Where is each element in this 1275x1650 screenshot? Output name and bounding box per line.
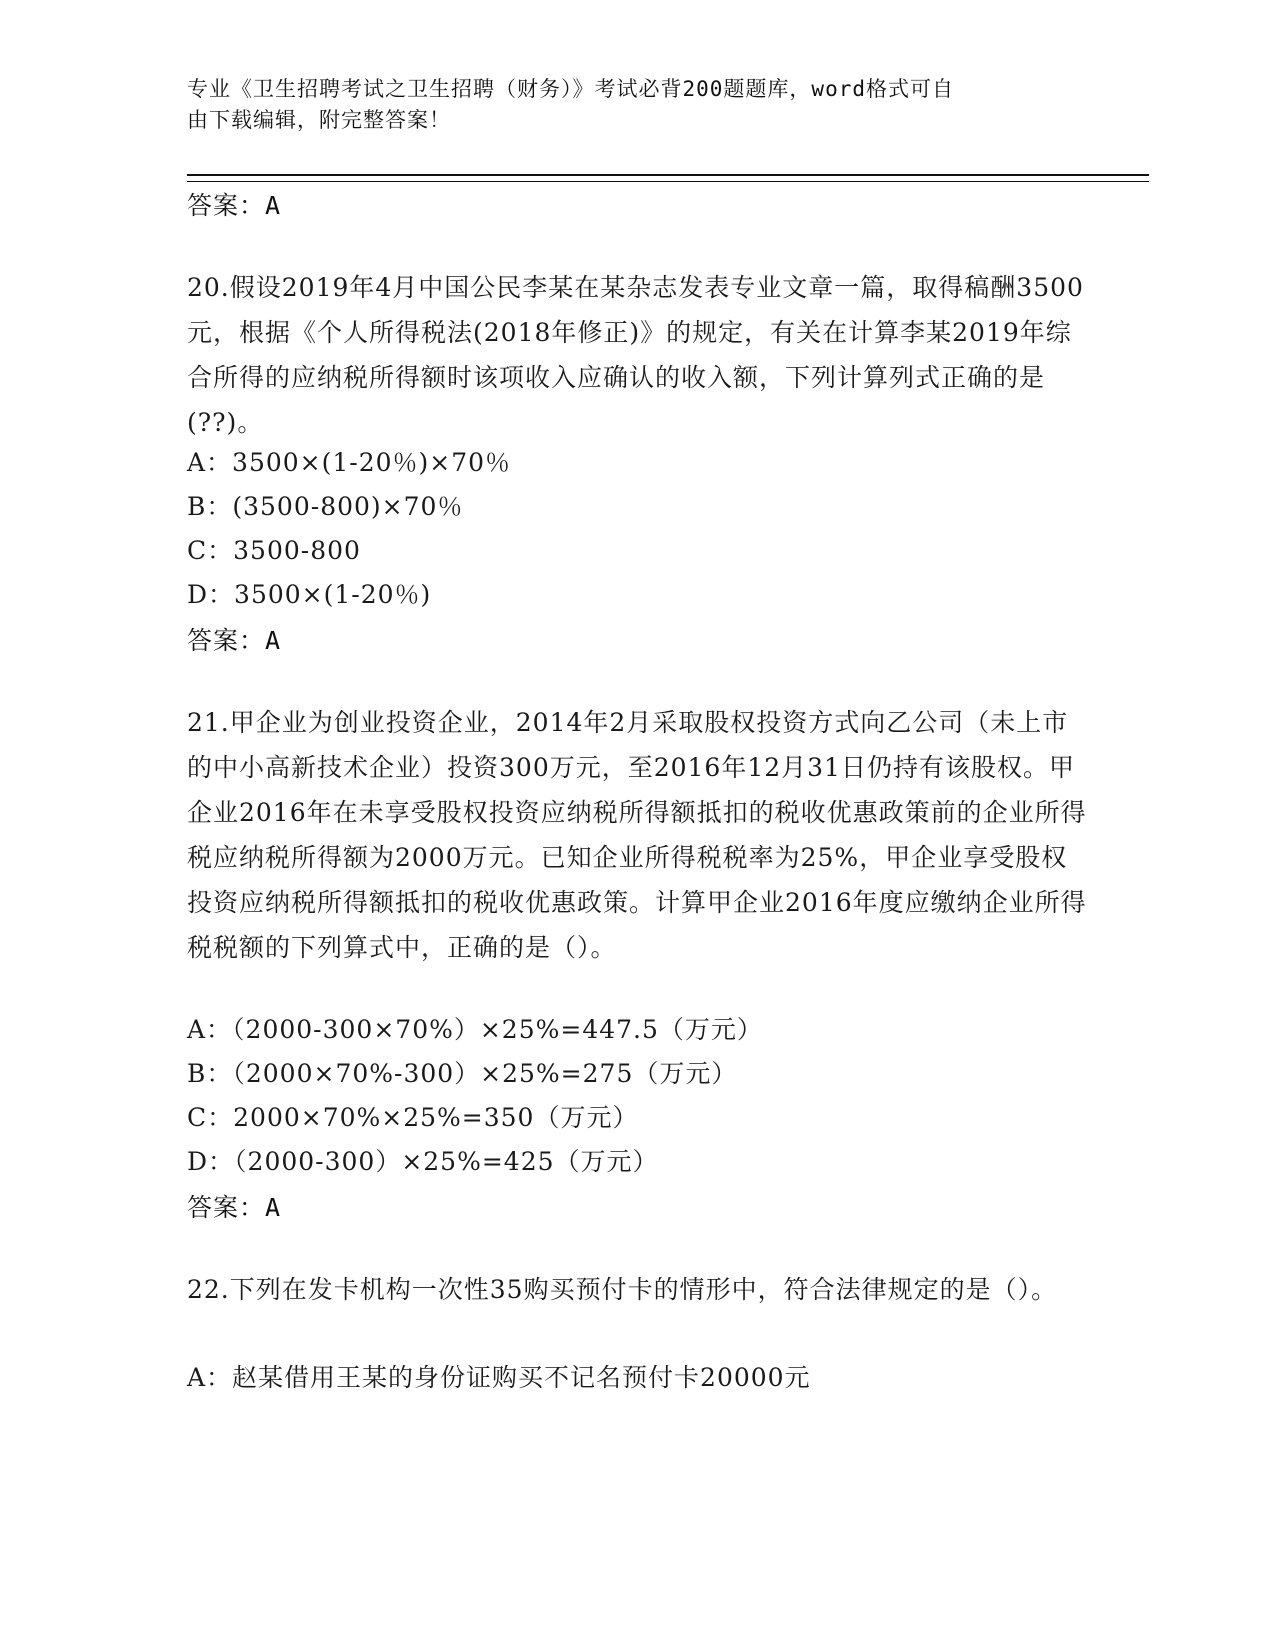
question-20-answer: 答案：A [187, 626, 282, 655]
question-21-option-d: D：（2000-300）×25%=425（万元） [187, 1147, 659, 1176]
header-rule-thin [187, 181, 1149, 182]
question-21-option-c: C：2000×70%×25%=350（万元） [187, 1103, 639, 1132]
answer-previous: 答案：A [187, 191, 282, 220]
question-20-text: 20.假设2019年4月中国公民李某在某杂志发表专业文章一篇，取得稿酬3500元，根据《个人所得税法(2018年修正)》的规定，有关在计算李某2019年综合所得的应纳税所得额时该项收入应确认的收入额，下列计算列式正确的是(??)。 [187, 273, 1084, 437]
question-20-option-c: C：3500-800 [187, 536, 361, 565]
question-21-text: 21.甲企业为创业投资企业，2014年2月采取股权投资方式向乙公司（未上市的中小高新技术企业）投资300万元，至2016年12月31日仍持有该股权。甲企业2016年在未享受股权投资应纳税所得额抵扣的税收优惠政策前的企业所得税应纳税所得额为2000万元。已知企业所得税税率为25%，甲企业享受股权投资应纳税所得额抵扣的税收优惠政策。计算甲企业2016年度应缴纳企业所得税税额的下列算式中，正确的是（）。 [187, 708, 1087, 962]
question-20-option-d: D：3500×(1-20％) [187, 580, 432, 609]
question-20-option-a: A：3500×(1-20％)×70％ [187, 448, 512, 477]
question-22-option-a: A：赵某借用王某的身份证购买不记名预付卡20000元 [187, 1363, 811, 1392]
header-line-1: 专业《卫生招聘考试之卫生招聘（财务）》考试必背200题题库，word格式可自 [187, 77, 954, 101]
question-21-option-b: B：（2000×70%-300）×25%=275（万元） [187, 1059, 738, 1088]
header-line-2: 由下载编辑，附完整答案！ [187, 108, 451, 132]
header-rule [187, 174, 1149, 176]
question-20-option-b: B：(3500-800)×70％ [187, 492, 464, 521]
question-21-option-a: A：（2000-300×70%）×25%=447.5（万元） [187, 1015, 763, 1044]
question-21-answer: 答案：A [187, 1193, 282, 1222]
question-22-text: 22.下列在发卡机构一次性35购买预付卡的情形中，符合法律规定的是（）。 [187, 1275, 1058, 1304]
document-header [187, 74, 1067, 136]
